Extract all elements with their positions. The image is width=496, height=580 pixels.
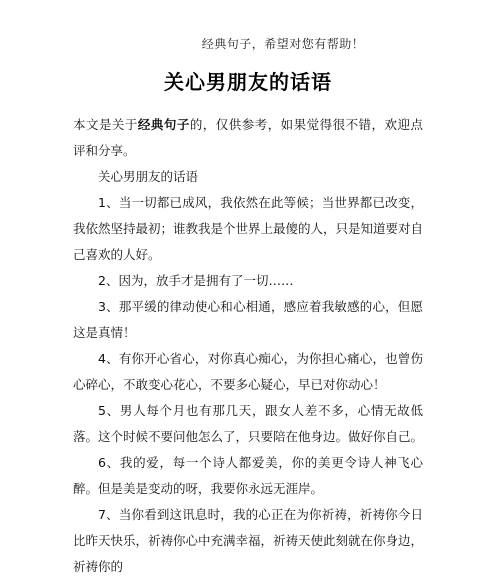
list-item: 1、当一切都已成风，我依然在此等候；当世界都已改变，我依然坚持最初；谁教我是个世界上最傻的人，只是知道要对自己喜欢的人好。 bbox=[73, 195, 424, 262]
intro-paragraph bbox=[73, 112, 423, 164]
subheading: 关心男朋友的话语 bbox=[98, 169, 199, 184]
list-item: 6、我的爱，每一个诗人都爱美，你的美更令诗人神飞心醉。但是美是变动的呀，我要你永远无涯岸。 bbox=[73, 455, 423, 496]
list-item: 5、男人每个月也有那几天，跟女人差不多，心情无故低落。这个时候不要问他怎么了，只要陪在他身边。做好你自己。 bbox=[73, 403, 424, 444]
article-body bbox=[73, 112, 423, 580]
intro-keyword: 经典句子 bbox=[137, 117, 190, 132]
intro-prefix: 本文是关于 bbox=[73, 117, 138, 132]
page-title: 关心男朋友的话语 bbox=[164, 70, 332, 94]
header-note: 经典句子，希望对您有帮助！ bbox=[201, 37, 365, 51]
intro-suffix: 的，仅供参考，如果觉得很不错，欢迎点评和分享。 bbox=[73, 117, 423, 158]
list-item: 2、因为，放手才是拥有了一切…… bbox=[98, 273, 294, 288]
list-item: 7、当你看到这讯息时，我的心正在为你祈祷，祈祷你今日比昨天快乐，祈祷你心中充满幸福，祈祷天使此刻就在你身边，祈祷你的 bbox=[73, 507, 424, 574]
list-item: 4、有你开心省心，对你真心痴心，为你担心痛心，也曾伤心碎心，不敢变心花心，不要多心疑心，早已对你动心！ bbox=[73, 351, 423, 392]
list-item: 3、那平缓的律动使心和心相通，感应着我敏感的心，但愿这是真情！ bbox=[73, 299, 423, 340]
